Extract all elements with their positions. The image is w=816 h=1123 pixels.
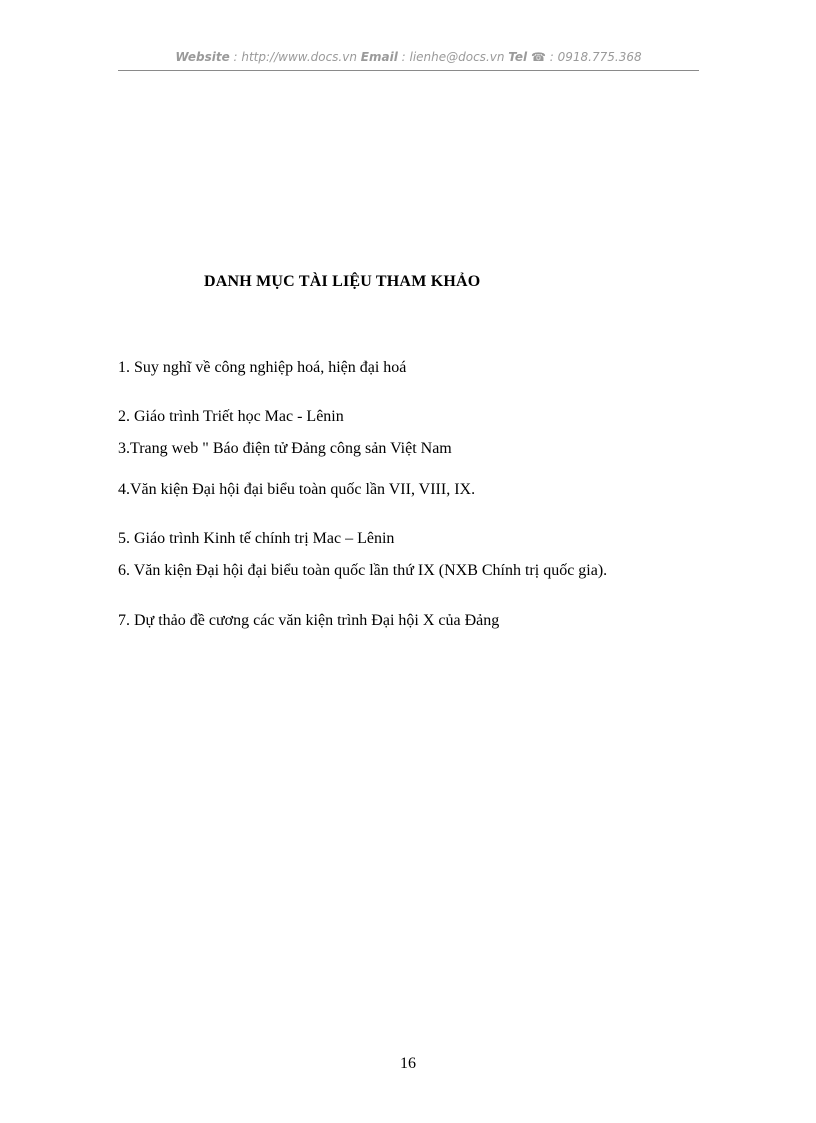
website-value: : http://www.docs.vn [229, 50, 361, 64]
page-header [118, 50, 699, 64]
reference-item-1: 1. Suy nghĩ về công nghiệp hoá, hiện đại hoá [118, 359, 407, 376]
tel-label: Tel [508, 50, 528, 64]
reference-item-4: 4.Văn kiện Đại hội đại biểu toàn quốc lần VII, VIII, IX. [118, 481, 476, 498]
reference-item-7: 7. Dự thảo đề cương các văn kiện trình Đại hội X của Đảng [118, 612, 500, 629]
reference-item-3: 3.Trang web " Báo điện tử Đảng công sản Việt Nam [118, 440, 452, 457]
reference-item-5: 5. Giáo trình Kinh tế chính trị Mac – Lênin [118, 530, 395, 547]
email-value: : lienhe@docs.vn [397, 50, 509, 64]
header-rule [118, 70, 699, 71]
reference-item-2: 2. Giáo trình Triết học Mac - Lênin [118, 408, 344, 425]
references-title: DANH MỤC TÀI LIỆU THAM KHẢO [204, 273, 481, 290]
email-label: Email [360, 50, 398, 64]
website-label: Website [175, 50, 230, 64]
page-number: 16 [400, 1055, 416, 1072]
phone-icon: ☎ [531, 50, 546, 64]
tel-value: : 0918.775.368 [545, 50, 642, 64]
reference-item-6: 6. Văn kiện Đại hội đại biểu toàn quốc lần thứ IX (NXB Chính trị quốc gia). [118, 562, 608, 579]
